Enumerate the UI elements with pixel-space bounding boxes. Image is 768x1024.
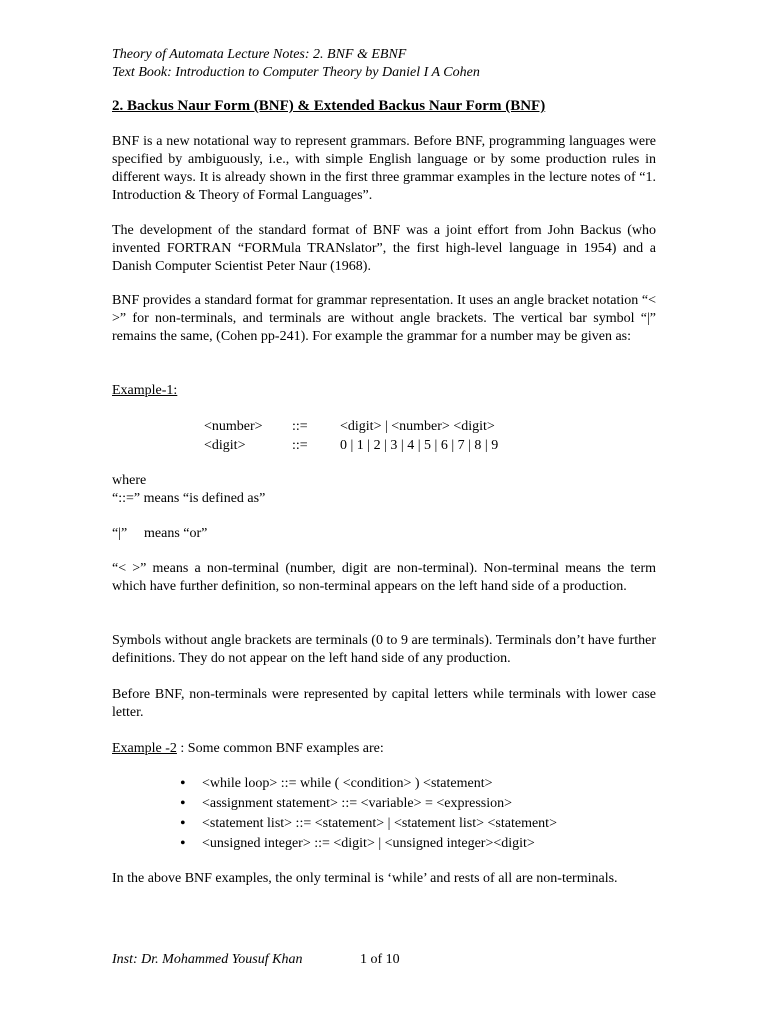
definition-symbol: “|”	[112, 526, 128, 541]
header-line-course: Theory of Automata Lecture Notes: 2. BNF & EBNF	[112, 47, 407, 62]
paragraph-nonterminal: “< >” means a non-terminal (number, digit are non-terminal). Non-terminal means the term which have further definition, so non-terminal appears on the left hand side of a production.	[112, 561, 656, 594]
list-item: • <unsigned integer> ::= <digit> | <unsigned integer><digit>	[180, 835, 557, 855]
section-title: 2. Backus Naur Form (BNF) & Extended Backus Naur Form (BNF)	[112, 98, 546, 114]
rule-operator: ::=	[292, 438, 308, 453]
example-1-label-text: Example-1:	[112, 383, 178, 398]
paragraph-history: The development of the standard format of BNF was a joint effort from John Backus (who invented FORTRAN “FORMula TRANslator”, the first high-level language in 1954) and a Danish Computer Scientist Peter Naur (1968).	[112, 223, 656, 274]
list-item: • <assignment statement> ::= <variable> = <expression>	[180, 795, 557, 815]
paragraph-intro: BNF is a new notational way to represent grammars. Before BNF, programming languages were specified by ambiguously, i.e., with simple English language or by some production rules in different ways. It is already shown in the first three grammar examples in the lecture notes of “1. Introduction & Theory of Formal Languages”.	[112, 134, 656, 203]
where-label: where	[112, 473, 147, 488]
definition-defined-as	[112, 490, 265, 508]
rule-rhs: 0 | 1 | 2 | 3 | 4 | 5 | 6 | 7 | 8 | 9	[340, 438, 499, 453]
footer-page-number: 1 of 10	[360, 952, 400, 967]
page-header	[112, 46, 480, 82]
example-2-label: Example -2	[112, 741, 177, 756]
definition-symbol: “::=”	[112, 491, 141, 506]
list-item: • <statement list> ::= <statement> | <statement list> <statement>	[180, 815, 557, 835]
example-2-description: : Some common BNF examples are:	[176, 741, 384, 756]
header-line-textbook: Text Book: Introduction to Computer Theory by Daniel I A Cohen	[112, 65, 480, 80]
definition-text: means “is defined as”	[140, 491, 266, 506]
footer-instructor: Inst: Dr. Mohammed Yousuf Khan	[112, 952, 303, 967]
rule-lhs: <digit>	[204, 438, 246, 453]
definition-or	[112, 525, 207, 543]
page-footer	[112, 951, 400, 969]
example-2-list	[180, 775, 557, 855]
paragraph-notation: BNF provides a standard format for grammar representation. It uses an angle bracket notation “< >” for non-terminals, and terminals are without angle brackets. The vertical bar symbol “|” remains the same, (Cohen pp-241). For example the grammar for a number may be given as:	[112, 293, 656, 344]
paragraph-conclusion: In the above BNF examples, the only terminal is ‘while’ and rests of all are non-terminals.	[112, 871, 618, 886]
list-item: • <while loop> ::= while ( <condition> ) <statement>	[180, 775, 557, 795]
paragraph-terminal: Symbols without angle brackets are terminals (0 to 9 are terminals). Terminals don’t have further definitions. They do not appear on the left hand side of any production.	[112, 633, 656, 666]
example-2-intro	[112, 740, 656, 758]
example-1-label	[112, 382, 656, 400]
rule-lhs: <number>	[204, 419, 263, 434]
definition-text: means “or”	[144, 526, 208, 541]
rule-rhs: <digit> | <number> <digit>	[340, 419, 495, 434]
paragraph-before-bnf: Before BNF, non-terminals were represented by capital letters while terminals with lower case letter.	[112, 687, 656, 720]
rule-operator: ::=	[292, 419, 308, 434]
